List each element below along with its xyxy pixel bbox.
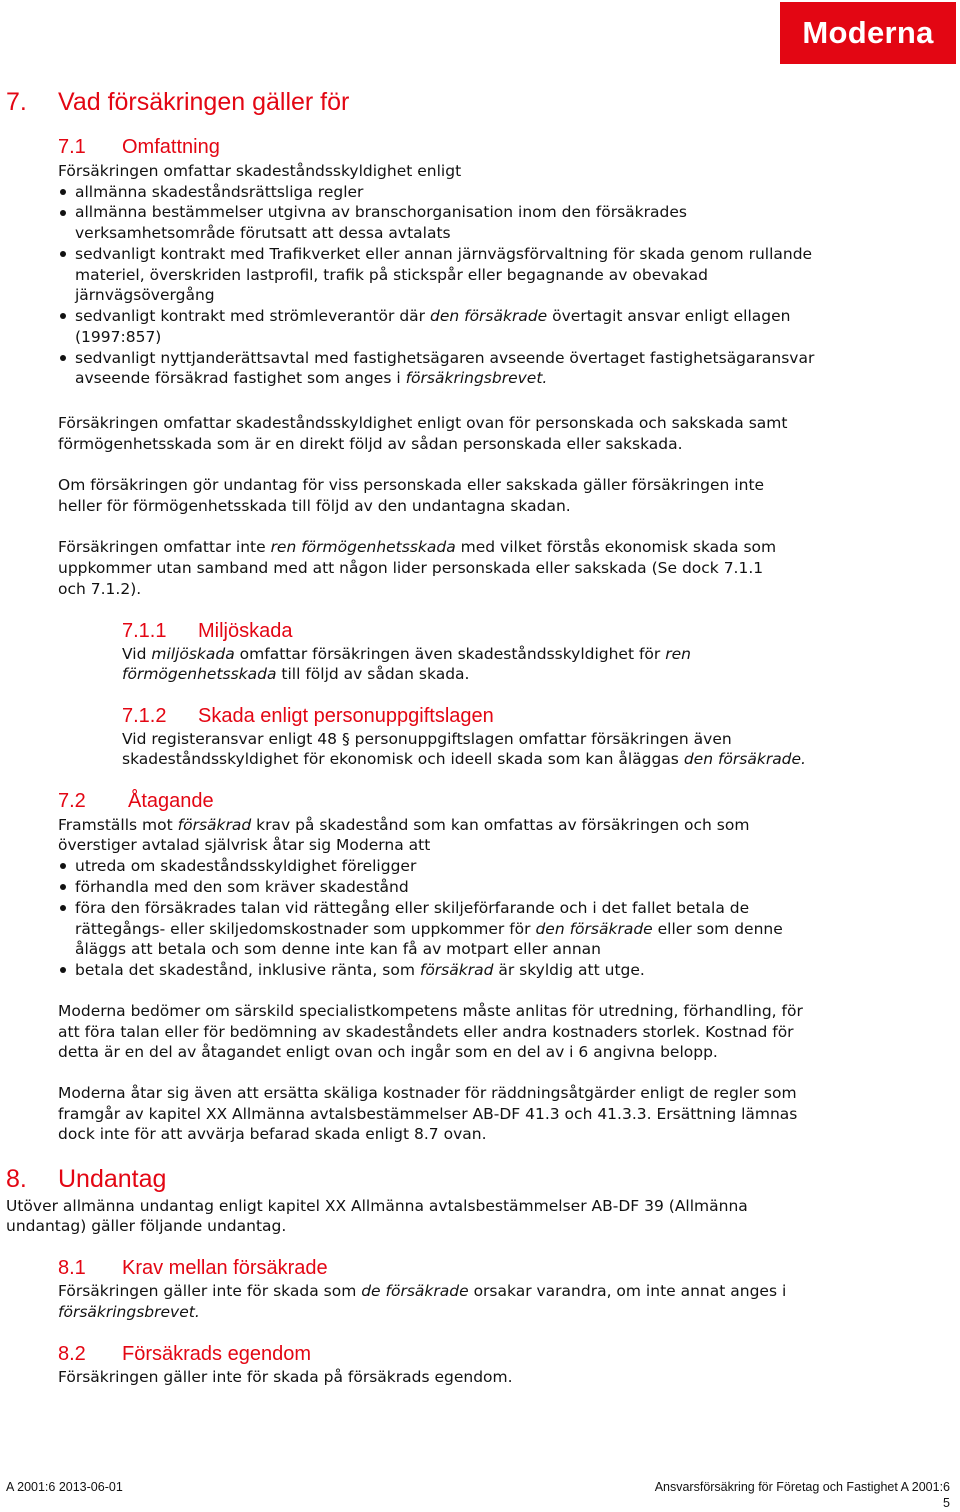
text: övertagit ansvar enligt ellagen <box>547 307 791 325</box>
text: Försäkringen omfattar inte <box>58 538 271 556</box>
section-8-2-heading <box>58 1343 311 1366</box>
italic-term: de försäkrade <box>361 1282 469 1300</box>
paragraph <box>58 815 749 836</box>
paragraph-cont: framgår av kapitel XX Allmänna avtalsbestämmelser AB-DF 41.3 och 41.3.3. Ersättning lämnas <box>58 1105 798 1123</box>
list-item-cont: verksamhetsområde förutsatt att dessa avtalats <box>75 224 451 242</box>
section-title: Miljöskada <box>198 620 293 642</box>
paragraph <box>58 537 776 558</box>
list-item: sedvanligt nyttjanderättsavtal med fastighetsägaren avseende övertaget fastighetsägaransvar <box>75 349 815 367</box>
bullet-icon <box>60 863 66 869</box>
paragraph <box>58 1281 786 1302</box>
section-number: 7.1 <box>58 136 86 158</box>
section-number: 7.1.2 <box>122 705 167 727</box>
paragraph-cont: dock inte för att avvärja befarad skada enligt 8.7 ovan. <box>58 1125 487 1143</box>
text: omfattar försäkringen även skadeståndsskyldighet för <box>234 645 666 663</box>
text: rättegångs- eller skiljedomskostnader som uppkommer för <box>75 920 536 938</box>
paragraph <box>122 644 691 665</box>
list-item-cont: åläggs att betala och som denne inte kan få av motpart eller annan <box>75 940 602 958</box>
list-item-cont: (1997:857) <box>75 328 162 346</box>
section-7-2-heading <box>58 790 214 813</box>
text: skadeståndsskyldighet för ekonomisk och ideell skada som kan åläggas <box>122 750 684 768</box>
italic-term: den försäkrade <box>535 920 653 938</box>
list-item-cont <box>75 919 783 940</box>
italic-term: förmögenhetsskada <box>122 665 277 683</box>
text: Vid <box>122 645 152 663</box>
text: Försäkringen gäller inte för skada som <box>58 1282 362 1300</box>
bullet-icon <box>60 210 66 216</box>
paragraph-cont: heller för förmögenhetsskada till följd av den undantagna skadan. <box>58 497 571 515</box>
list-item: allmänna skadeståndsrättsliga regler <box>75 183 364 201</box>
text: till följd av sådan skada. <box>276 665 470 683</box>
section-number: 7.2 <box>58 790 86 812</box>
list-item: förhandla med den som kräver skadestånd <box>75 878 409 896</box>
section-number: 8. <box>6 1165 27 1193</box>
bullet-icon <box>60 967 66 973</box>
paragraph-cont: överstiger avtalad självrisk åtar sig Moderna att <box>58 836 431 854</box>
list-item-cont <box>75 368 547 389</box>
footer-doc-id: A 2001:6 2013-06-01 <box>6 1480 123 1494</box>
italic-term: försäkrad <box>177 816 252 834</box>
text: eller som denne <box>652 920 783 938</box>
paragraph-cont: och 7.1.2). <box>58 580 142 598</box>
paragraph: Försäkringen omfattar skadeståndsskyldighet enligt ovan för personskada och sakskada samt <box>58 414 788 432</box>
list-item <box>75 306 790 327</box>
text: är skyldig att utge. <box>493 961 645 979</box>
section-title: Skada enligt personuppgiftslagen <box>198 705 494 727</box>
section-8-1-heading <box>58 1257 328 1280</box>
paragraph-cont <box>58 1302 200 1323</box>
italic-term: ren <box>665 645 691 663</box>
section-number: 8.1 <box>58 1257 86 1279</box>
list-item: föra den försäkrades talan vid rättegång eller skiljeförfarande och i det fallet betala de <box>75 899 750 917</box>
italic-term: försäkrad <box>419 961 494 979</box>
paragraph: Moderna åtar sig även att ersätta skäliga kostnader för räddningsåtgärder enligt de regler som <box>58 1084 797 1102</box>
paragraph: Försäkringen omfattar skadeståndsskyldighet enligt <box>58 162 462 180</box>
footer-doc-title: Ansvarsförsäkring för Företag och Fastighet A 2001:6 <box>654 1480 950 1494</box>
list-item: utreda om skadeståndsskyldighet föreligger <box>75 857 417 875</box>
list-item <box>75 960 645 981</box>
text: krav på skadestånd som kan omfattas av försäkringen och som <box>251 816 750 834</box>
paragraph: Moderna bedömer om särskild specialistkompetens måste anlitas för utredning, förhandling, för <box>58 1002 803 1020</box>
section-title: Försäkrads egendom <box>122 1343 311 1365</box>
paragraph-cont <box>122 664 469 685</box>
italic-term: den försäkrade. <box>683 750 806 768</box>
text: betala det skadestånd, inklusive ränta, som <box>75 961 420 979</box>
page-number: 5 <box>943 1496 950 1510</box>
list-item: allmänna bestämmelser utgivna av branschorganisation inom den försäkrades <box>75 203 687 221</box>
paragraph-cont: undantag) gäller följande undantag. <box>6 1217 287 1235</box>
paragraph-cont: förmögenhetsskada som är en direkt följd av sådan personskada eller sakskada. <box>58 435 683 453</box>
italic-term: försäkringsbrevet. <box>405 369 548 387</box>
list-item-cont: materiel, överskriden lastprofil, trafik på stickspår eller begagnande av obevakad <box>75 266 708 284</box>
paragraph-cont <box>122 749 806 770</box>
paragraph: Försäkringen gäller inte för skada på försäkrads egendom. <box>58 1368 513 1386</box>
section-title: Vad försäkringen gäller för <box>58 88 350 116</box>
paragraph: Om försäkringen gör undantag för viss personskada eller sakskada gäller försäkringen inte <box>58 476 765 494</box>
list-item: sedvanligt kontrakt med Trafikverket eller annan järnvägsförvaltning för skada genom rullande <box>75 245 813 263</box>
bullet-icon <box>60 905 66 911</box>
bullet-icon <box>60 355 66 361</box>
section-8-heading <box>6 1165 167 1194</box>
text: avseende försäkrad fastighet som anges i <box>75 369 406 387</box>
moderna-logo: Moderna <box>780 2 956 64</box>
italic-term: miljöskada <box>151 645 235 663</box>
section-7-1-heading <box>58 136 220 159</box>
paragraph-cont: uppkommer utan samband med att någon lider personskada eller sakskada (Se dock 7.1.1 <box>58 559 764 577</box>
text: orsakar varandra, om inte annat anges i <box>468 1282 787 1300</box>
section-number: 7. <box>6 88 27 116</box>
text: sedvanligt kontrakt med strömleverantör där <box>75 307 430 325</box>
section-number: 7.1.1 <box>122 620 167 642</box>
section-title: Åtagande <box>128 790 214 812</box>
paragraph: Utöver allmänna undantag enligt kapitel XX Allmänna avtalsbestämmelser AB-DF 39 (Allmänna <box>6 1197 748 1215</box>
paragraph-cont: att föra talan eller för bedömning av skadeståndets eller andra kostnaders storlek. Kostnad för <box>58 1023 794 1041</box>
italic-term: ren förmögenhetsskada <box>270 538 456 556</box>
paragraph: Vid registeransvar enligt 48 § personuppgiftslagen omfattar försäkringen även <box>122 730 732 748</box>
section-title: Undantag <box>58 1165 167 1193</box>
bullet-icon <box>60 251 66 257</box>
section-7-heading <box>6 88 350 117</box>
paragraph-cont: detta är en del av åtagandet enligt ovan och ingår som en del av i 6 angivna belopp. <box>58 1043 718 1061</box>
section-7-1-1-heading <box>122 620 293 643</box>
italic-term: försäkringsbrevet. <box>58 1303 200 1321</box>
section-title: Krav mellan försäkrade <box>122 1257 328 1279</box>
text: Framställs mot <box>58 816 178 834</box>
section-number: 8.2 <box>58 1343 86 1365</box>
bullet-icon <box>60 189 66 195</box>
list-item-cont: järnvägsövergång <box>75 286 215 304</box>
bullet-icon <box>60 313 66 319</box>
text: med vilket förstås ekonomisk skada som <box>455 538 777 556</box>
section-title: Omfattning <box>122 136 220 158</box>
italic-term: den försäkrade <box>429 307 548 325</box>
bullet-icon <box>60 884 66 890</box>
section-7-1-2-heading <box>122 705 494 728</box>
